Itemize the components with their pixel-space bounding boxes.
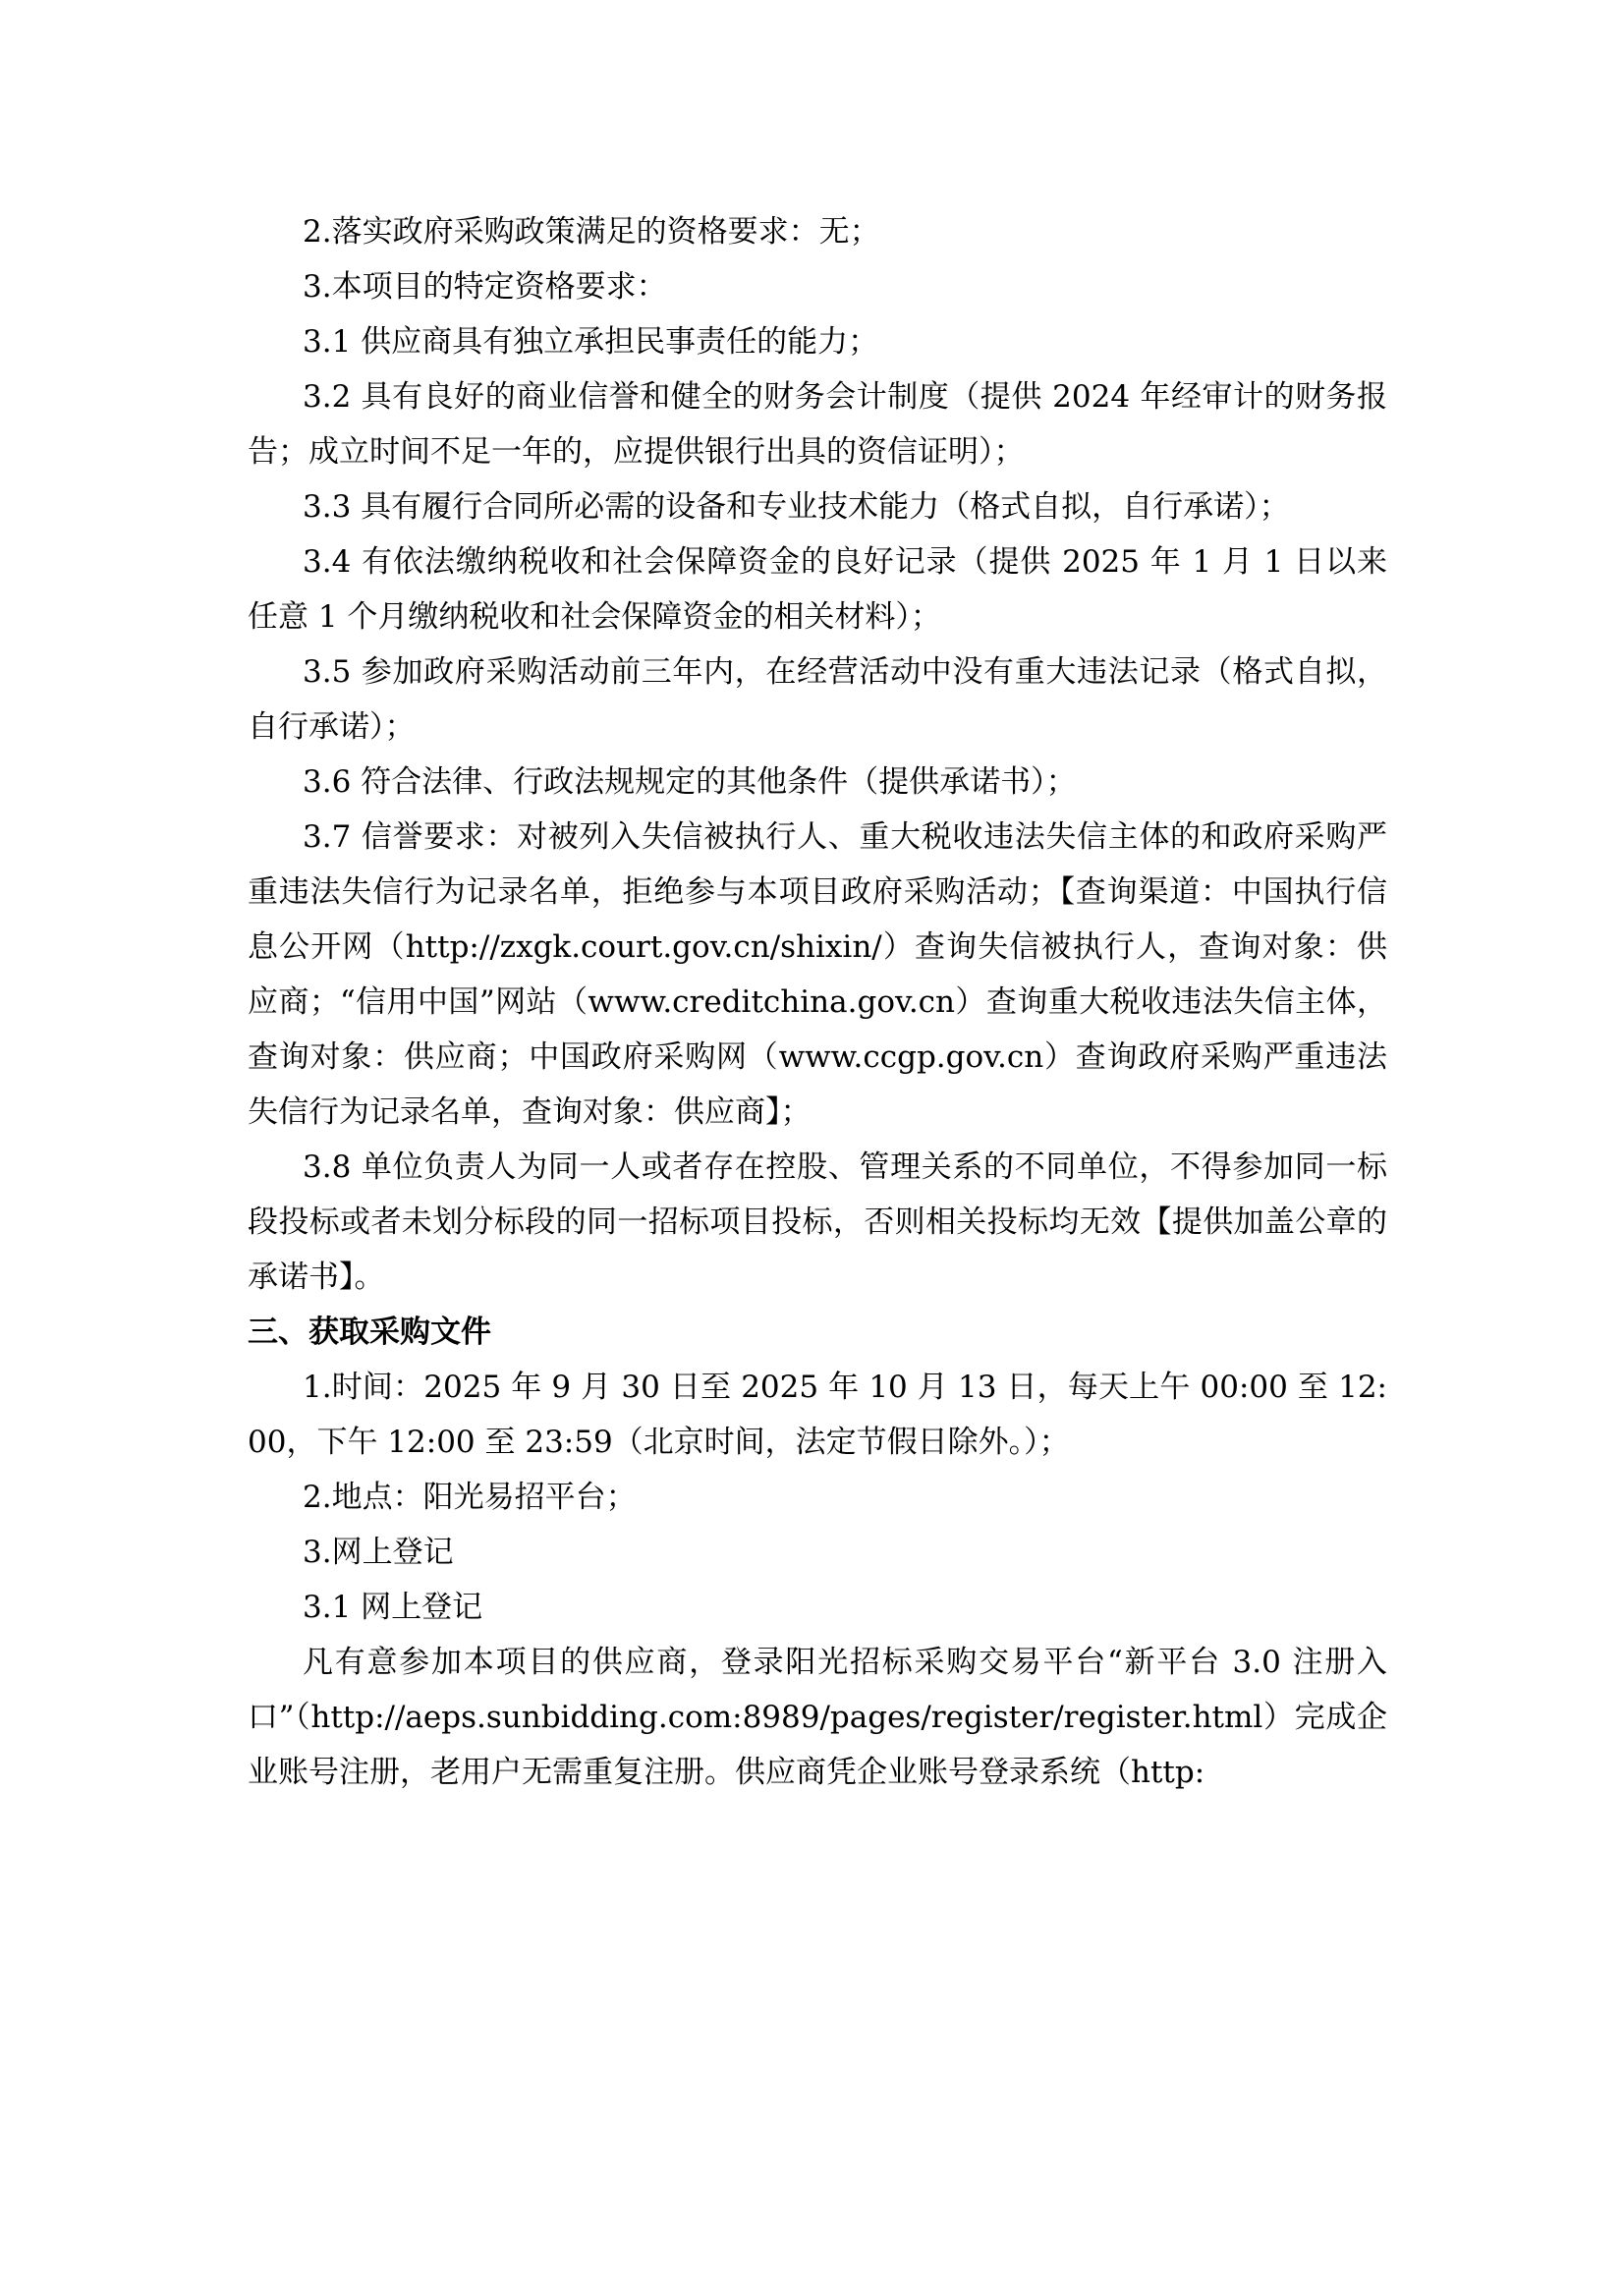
- paragraph-no-violations: 3.5 参加政府采购活动前三年内，在经营活动中没有重大违法记录（格式自拟，自行承诺）；: [248, 654, 1387, 745]
- paragraph-registration-instructions: 凡有意参加本项目的供应商，登录阳光招标采购交易平台“新平台 3.0 注册入口”（http://aeps.sunbidding.com:8989/pages/register/register.html）完成企业账号注册，老用户无需重复注册。供应商凭企业账号登录系统（http:: [248, 1645, 1387, 1790]
- paragraph-policy-requirements: 2.落实政府采购政策满足的资格要求：无；: [303, 214, 880, 250]
- paragraph-time: 1.时间：2025 年 9 月 30 日至 2025 年 10 月 13 日，每天上午 00:00 至 12:00，下午 12:00 至 23:59（北京时间，法定节假日除外。）；: [248, 1370, 1387, 1460]
- paragraph-specific-requirements: 3.本项目的特定资格要求：: [303, 269, 667, 305]
- paragraph-financial-system: 3.2 具有良好的商业信誉和健全的财务会计制度（提供 2024 年经审计的财务报告；成立时间不足一年的，应提供银行出具的资信证明）；: [248, 379, 1387, 470]
- paragraph-equipment-capability: 3.3 具有履行合同所必需的设备和专业技术能力（格式自拟，自行承诺）；: [303, 489, 1290, 525]
- paragraph-other-conditions: 3.6 符合法律、行政法规规定的其他条件（提供承诺书）；: [303, 764, 1077, 800]
- paragraph-online-registration-sub: 3.1 网上登记: [303, 1590, 483, 1625]
- paragraph-related-units: 3.8 单位负责人为同一人或者存在控股、管理关系的不同单位，不得参加同一标段投标或者未划分标段的同一招标项目投标，否则相关投标均无效【提供加盖公章的承诺书】。: [248, 1149, 1387, 1295]
- section-heading-obtain-documents: 三、获取采购文件: [248, 1315, 491, 1350]
- document-page: [248, 204, 1387, 1800]
- paragraph-civil-liability: 3.1 供应商具有独立承担民事责任的能力；: [303, 324, 879, 360]
- paragraph-tax-records: 3.4 有依法缴纳税收和社会保障资金的良好记录（提供 2025 年 1 月 1 日以来任意 1 个月缴纳税收和社会保障资金的相关材料）；: [248, 544, 1387, 635]
- paragraph-credit-requirements: 3.7 信誉要求：对被列入失信被执行人、重大税收违法失信主体的和政府采购严重违法失信行为记录名单，拒绝参与本项目政府采购活动；【查询渠道：中国执行信息公开网（http://zxgk.court.gov.cn/shixin/）查询失信被执行人，查询对象：供应商；“信用中国”网站（www.creditchina.gov.cn）查询重大税收违法失信主体，查询对象：供应商；中国政府采购网（www.ccgp.gov.cn）查询政府采购严重违法失信行为记录名单，查询对象：供应商】；: [248, 819, 1387, 1130]
- paragraph-online-registration: 3.网上登记: [303, 1535, 454, 1570]
- paragraph-location: 2.地点：阳光易招平台；: [303, 1480, 637, 1515]
